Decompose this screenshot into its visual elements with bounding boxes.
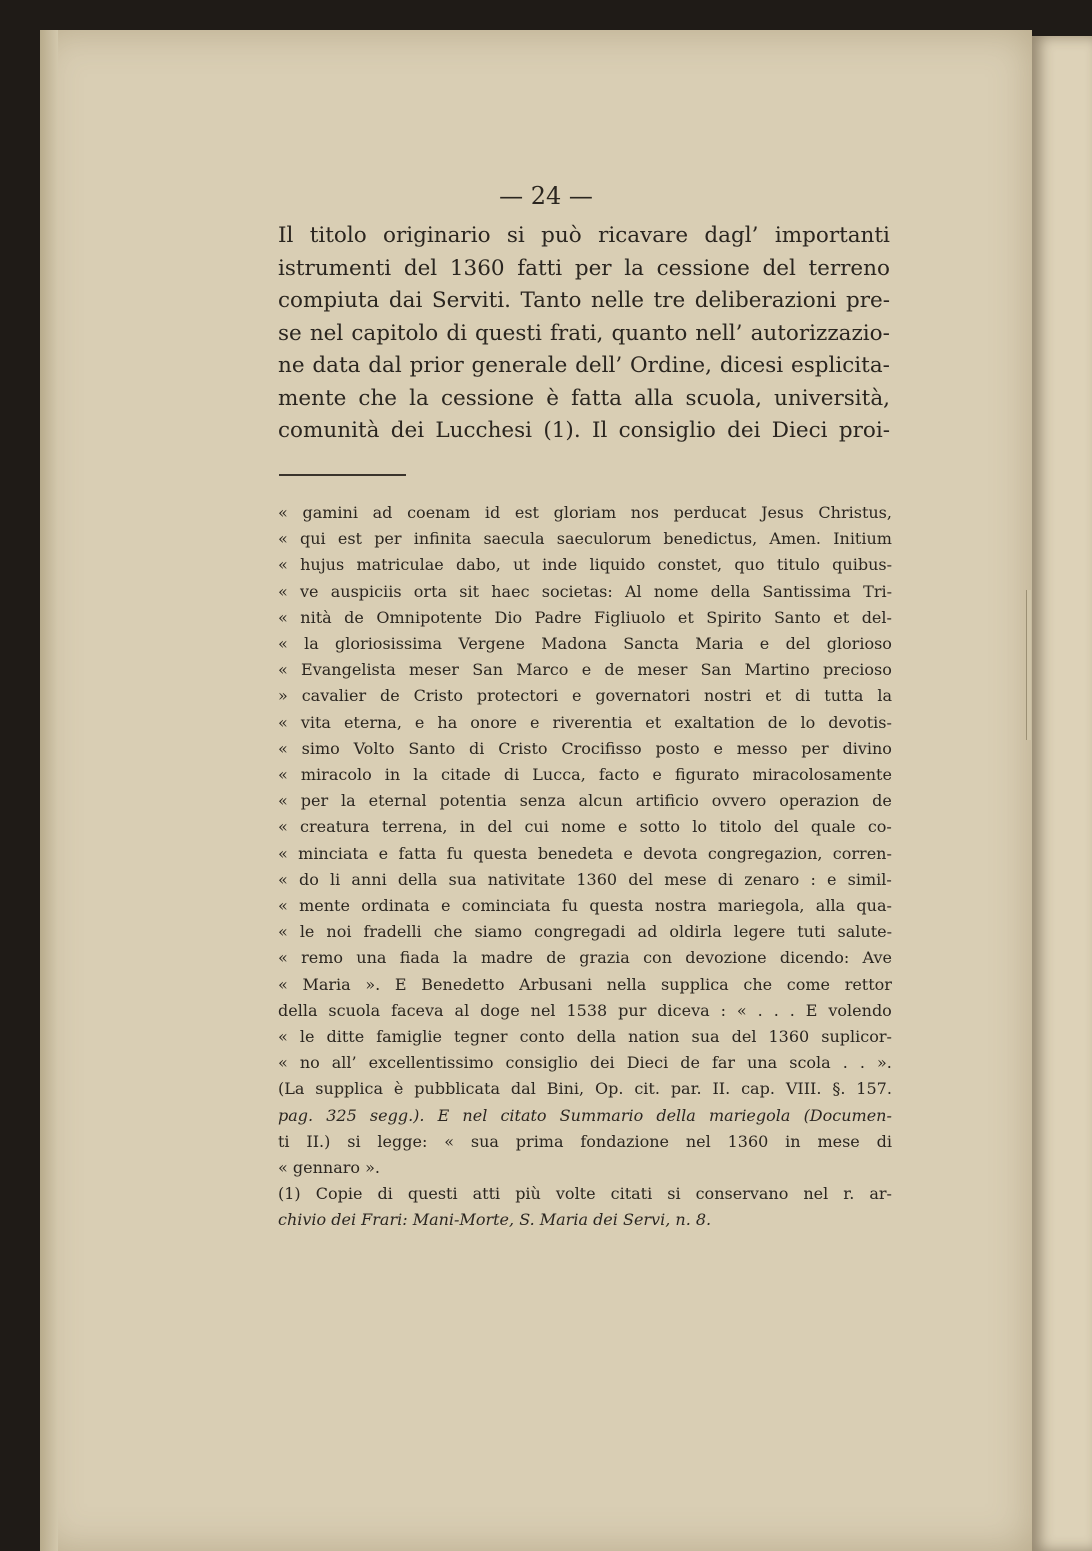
note-line: « simo Volto Santo di Cristo Crocifisso posto e messo per divino: [278, 738, 892, 758]
note-line: « ve auspiciis orta sit haec societas: Al nome della Santissima Tri-: [278, 581, 892, 601]
note-line: « gamini ad coenam id est gloriam nos perducat Jesus Christus,: [278, 503, 892, 522]
note-line: « miracolo in la citade di Lucca, facto e figurato miracolosamente: [278, 765, 892, 785]
note-line: « le ditte famiglie tegner conto della nation sua del 1360 suplicor-: [278, 1027, 892, 1047]
body-line: compiuta dai Serviti. Tanto nelle tre deliberazioni pre-: [278, 288, 890, 313]
body-line: mente che la cessione è fatta alla scuola, università,: [278, 385, 890, 411]
footnote-text: [278, 500, 892, 1234]
note-line: « nità de Omnipotente Dio Padre Figliuolo et Spirito Santo et del-: [278, 607, 892, 627]
note-line: « le noi fradelli che siamo congregadi ad oldirla legere tuti salute-: [278, 922, 892, 942]
note-line: ti II.) si legge: « sua prima fondazione nel 1360 in mese di: [278, 1131, 892, 1151]
page-edge: [40, 30, 58, 1551]
note-line: « remo una fiada la madre de grazia con devozione dicendo: Ave: [278, 948, 892, 968]
footnote-line: chivio dei Frari: Mani-Morte, S. Maria dei Servi, n. 8.: [278, 1210, 712, 1230]
note-line: « creatura terrena, in del cui nome e sotto lo titolo del quale co-: [278, 817, 892, 837]
facing-page-edge: [1032, 36, 1092, 1551]
footnote-line: (1) Copie di questi atti più volte citati si conservano nel r. ar-: [278, 1184, 892, 1204]
note-line: « vita eterna, e ha onore e riverentia et exaltation de lo devotis-: [278, 712, 892, 732]
body-text: [278, 220, 890, 448]
note-line: « minciata e fatta fu questa benedeta e devota congregazion, corren-: [278, 843, 892, 863]
note-line: « Evangelista meser San Marco e de meser San Martino precioso: [278, 660, 892, 680]
note-line: pag. 325 segg.). E nel citato Summario della mariegola (Documen-: [278, 1105, 892, 1125]
body-line: se nel capitolo di questi frati, quanto nell’ autorizzazio-: [278, 320, 890, 346]
footnote-separator: [279, 474, 406, 476]
note-line: « hujus matriculae dabo, ut inde liquido constet, quo titulo quibus-: [278, 555, 892, 575]
note-line: « do li anni della sua nativitate 1360 del mese di zenaro : e simil-: [278, 869, 892, 889]
body-line: comunità dei Lucchesi (1). Il consiglio dei Dieci proi-: [278, 418, 890, 443]
note-line: « qui est per infinita saecula saeculorum benedictus, Amen. Initium: [278, 529, 892, 549]
page-number: — 24 —: [499, 182, 593, 210]
body-line: Il titolo originario si può ricavare dagl’ importanti: [278, 223, 890, 248]
note-line: » cavalier de Cristo protectori e governatori nostri et di tutta la: [278, 686, 892, 706]
note-line: « Maria ». E Benedetto Arbusani nella supplica che come rettor: [278, 974, 892, 994]
note-line: « la gloriosissima Vergene Madona Sancta Maria e del glorioso: [278, 634, 892, 654]
note-line: (La supplica è pubblicata dal Bini, Op. cit. par. II. cap. VIII. §. 157.: [278, 1079, 892, 1099]
body-line: ne data dal prior generale dell’ Ordine, dicesi esplicita-: [278, 353, 890, 378]
body-line: istrumenti del 1360 fatti per la cessione del terreno: [278, 255, 890, 281]
note-line: della scuola faceva al doge nel 1538 pur diceva : « . . . E volendo: [278, 1000, 892, 1020]
note-line: « no all’ excellentissimo consiglio dei Dieci de far una scola . . ».: [278, 1053, 892, 1073]
page-marker: [1026, 590, 1031, 740]
note-line: « mente ordinata e cominciata fu questa nostra mariegola, alla qua-: [278, 896, 892, 916]
note-line: « per la eternal potentia senza alcun artificio ovvero operazion de: [278, 791, 892, 811]
note-line: « gennaro ».: [278, 1158, 380, 1178]
